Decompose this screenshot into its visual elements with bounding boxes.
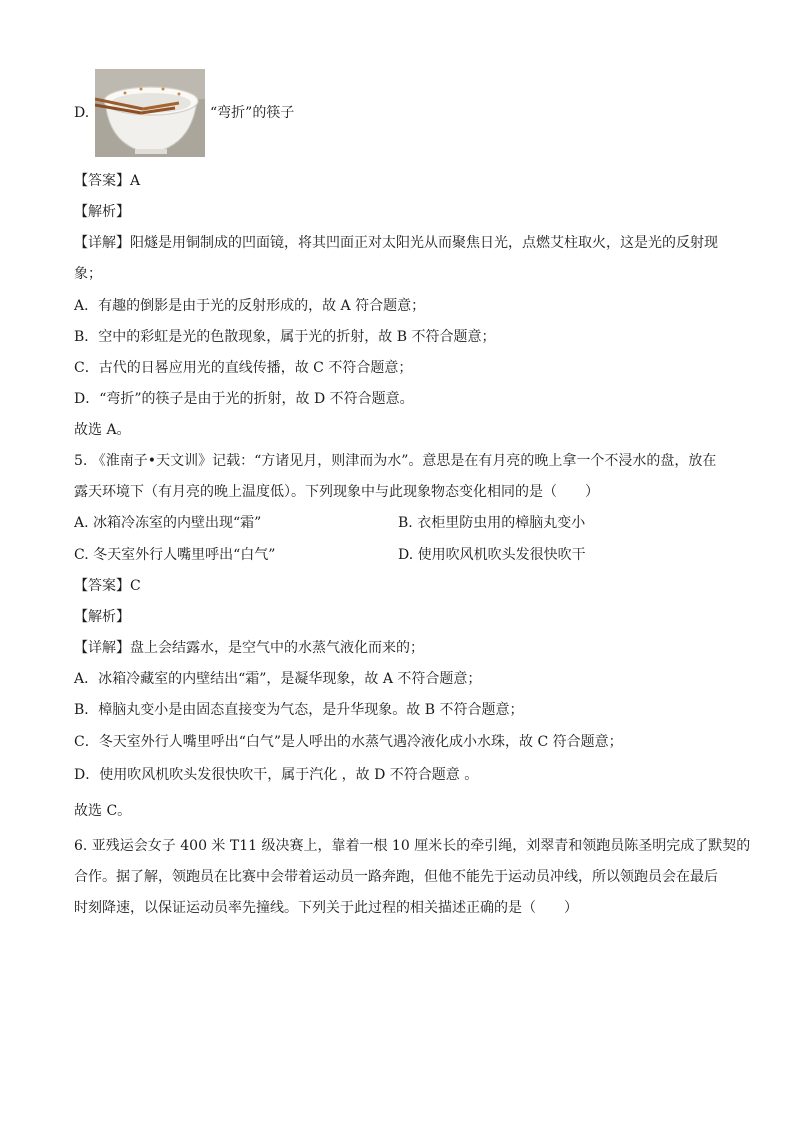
q5-item-d: D．使用吹风机吹头发很快吹干，属于汽化 ，故 D 不符合题意 。 bbox=[74, 767, 479, 783]
q5-answer: 【答案】C bbox=[74, 578, 141, 594]
option-d-label: D. bbox=[74, 105, 90, 121]
q6-stem-line-1: 6. 亚残运会女子 400 米 T11 级决赛上，靠着一根 10 厘米长的牵引绳，刘翠青和领跑员陈圣明完成了默契的 bbox=[74, 838, 751, 854]
q4-item-d: D．“弯折”的筷子是由于光的折射，故 D 不符合题意。 bbox=[74, 391, 414, 407]
q5-item-b: B．樟脑丸变小是由固态直接变为气态，是升华现象。故 B 不符合题意； bbox=[74, 702, 524, 718]
q4-item-c: C．古代的日晷应用光的直线传播，故 C 不符合题意； bbox=[74, 360, 413, 376]
q4-answer: 【答案】A bbox=[74, 173, 141, 189]
q5-conclusion: 故选 C。 bbox=[74, 803, 132, 819]
q4-detail-line-1: 【详解】阳燧是用铜制成的凹面镜，将其凹面正对太阳光从而聚焦日光，点燃艾柱取火，这是光的反射现 bbox=[74, 235, 718, 251]
q4-detail-line-2: 象； bbox=[74, 266, 102, 282]
q4-conclusion: 故选 A。 bbox=[74, 422, 131, 438]
option-d-text: “弯折”的筷子 bbox=[210, 105, 295, 121]
q5-item-a: A．冰箱冷藏室的内壁结出“霜”，是凝华现象，故 A 不符合题意； bbox=[74, 671, 482, 687]
q5-stem-line-2: 露天环境下（有月亮的晚上温度低）。下列现象中与此现象物态变化相同的是（ ） bbox=[74, 484, 599, 500]
q5-analysis-heading: 【解析】 bbox=[74, 609, 130, 625]
bowl-illustration bbox=[95, 69, 205, 157]
q5-item-c: C．冬天室外行人嘴里呼出“白气”是人呼出的水蒸气遇冷液化成小水珠，故 C 符合题意； bbox=[74, 734, 623, 750]
q5-option-c: C. 冬天室外行人嘴里呼出“白气” bbox=[74, 547, 276, 563]
q5-option-b: B. 衣柜里防虫用的樟脑丸变小 bbox=[398, 515, 586, 531]
q5-stem-line-1: 5. 《淮南子•天文训》记载：“方诸见月，则津而为水”。意思是在有月亮的晚上拿一个不浸水的盘，放在 bbox=[74, 453, 717, 469]
q4-analysis-heading: 【解析】 bbox=[74, 204, 130, 220]
q5-option-a: A. 冰箱冷冻室的内壁出现“霜” bbox=[74, 515, 262, 531]
q5-detail: 【详解】盘上会结露水，是空气中的水蒸气液化而来的； bbox=[74, 640, 424, 656]
q5-option-d: D. 使用吹风机吹头发很快吹干 bbox=[398, 547, 586, 563]
q4-item-b: B．空中的彩虹是光的色散现象，属于光的折射，故 B 不符合题意； bbox=[74, 329, 496, 345]
bent-chopsticks-photo bbox=[95, 69, 205, 157]
q4-item-a: A．有趣的倒影是由于光的反射形成的，故 A 符合题意； bbox=[74, 298, 426, 314]
q6-stem-line-2: 合作。据了解，领跑员在比赛中会带着运动员一路奔跑，但他不能先于运动员冲线，所以领跑员会在最后 bbox=[74, 869, 718, 885]
q6-stem-line-3: 时刻降速，以保证运动员率先撞线。下列关于此过程的相关描述正确的是（ ） bbox=[74, 900, 578, 916]
